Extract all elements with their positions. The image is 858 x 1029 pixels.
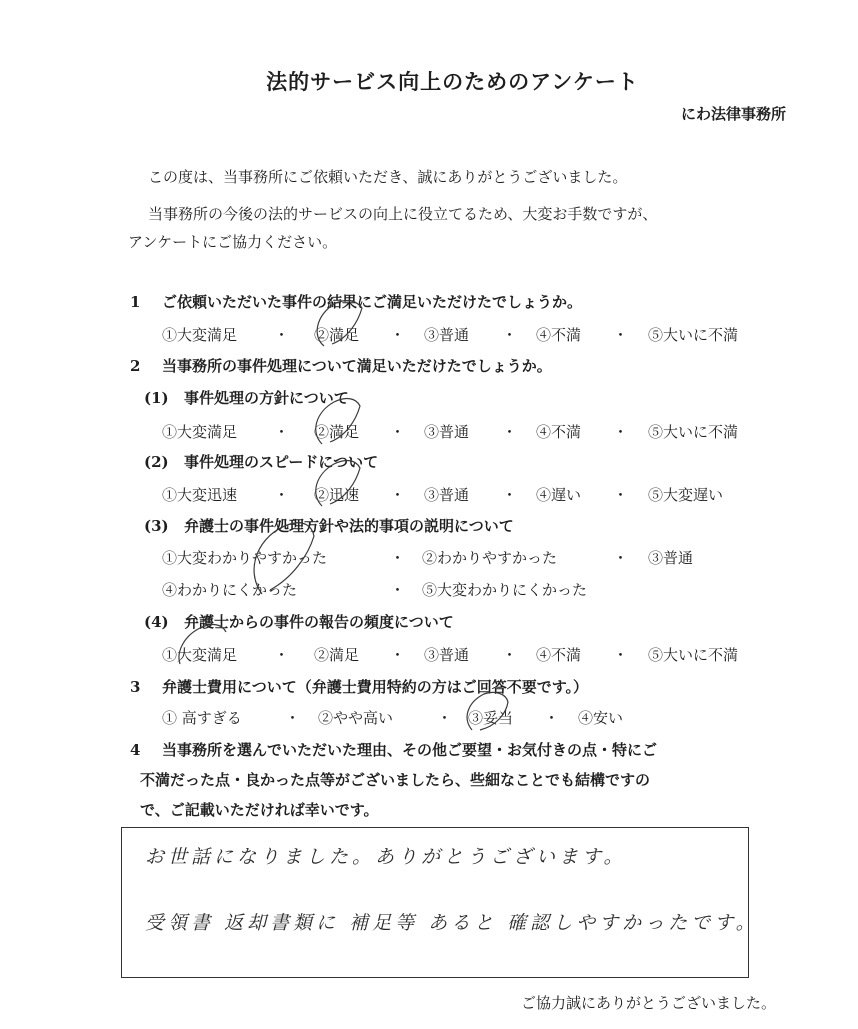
question-2-4 bbox=[144, 611, 454, 632]
question-1-number: 1 bbox=[130, 293, 141, 311]
question-3-options: ① 高すぎる ・ ②やや高い ・ ③妥当 ・ ④安い bbox=[162, 709, 624, 727]
question-1 bbox=[130, 291, 582, 312]
q2-1-label: (1) bbox=[144, 389, 169, 407]
q2-1-option-3[interactable]: ③普通 bbox=[424, 423, 470, 441]
q2-1-option-1[interactable]: ①大変満足 bbox=[162, 423, 238, 441]
q2-3-option-4[interactable]: ④わかりにくかった bbox=[162, 581, 298, 599]
q2-4-option-1[interactable]: ①大変満足 bbox=[162, 646, 238, 664]
q3-option-2[interactable]: ②やや高い bbox=[318, 709, 394, 727]
question-2 bbox=[130, 355, 552, 376]
q2-2-option-3[interactable]: ③普通 bbox=[424, 486, 470, 504]
q2-2-label: (2) bbox=[144, 453, 169, 471]
question-2-text: 当事務所の事件処理について満足いただけたでしょうか。 bbox=[162, 357, 552, 375]
q2-3-options-row-1: ①大変わかりやすかった ・ ②わかりやすかった ・ ③普通 bbox=[162, 549, 694, 567]
q2-1-option-2[interactable]: ②満足 bbox=[314, 423, 360, 441]
question-4-line-1: 当事務所を選んでいただいた理由、その他ご要望・お気付きの点・特にご bbox=[162, 741, 658, 759]
q2-4-options: ①大変満足 ・ ②満足 ・ ③普通 ・ ④不満 ・ ⑤大いに不満 bbox=[162, 646, 739, 664]
intro-line-3: アンケートにご協力ください。 bbox=[128, 233, 338, 251]
q3-option-3[interactable]: ③妥当 bbox=[468, 709, 514, 727]
q2-4-label: (4) bbox=[144, 613, 169, 631]
q1-option-3[interactable]: ③普通 bbox=[424, 326, 470, 344]
intro-line-1: この度は、当事務所にご依頼いただき、誠にありがとうございました。 bbox=[148, 168, 628, 186]
q2-1-option-5[interactable]: ⑤大いに不満 bbox=[648, 423, 739, 441]
q2-2-text: 事件処理のスピードについて bbox=[184, 453, 379, 471]
question-1-text: ご依頼いただいた事件の結果にご満足いただけたでしょうか。 bbox=[162, 293, 583, 311]
closing-thanks: ご協力誠にありがとうございました。 bbox=[520, 994, 776, 1012]
question-3 bbox=[130, 676, 588, 697]
q2-2-option-4[interactable]: ④遅い bbox=[536, 486, 582, 504]
q1-option-4[interactable]: ④不満 bbox=[536, 326, 582, 344]
q2-2-option-2[interactable]: ②迅速 bbox=[314, 486, 360, 504]
comment-line-2: 受領書 返却書類に 補足等 あると 確認しやすかったです。 bbox=[145, 912, 759, 934]
q2-4-option-4[interactable]: ④不満 bbox=[536, 646, 582, 664]
question-2-3 bbox=[144, 515, 514, 536]
q2-3-options-row-2: ④わかりにくかった ・ ⑤大変わかりにくかった bbox=[162, 581, 588, 599]
q1-option-1[interactable]: ①大変満足 bbox=[162, 326, 238, 344]
q2-3-option-2[interactable]: ②わかりやすかった bbox=[422, 549, 558, 567]
survey-title: 法的サービス向上のためのアンケート bbox=[266, 69, 639, 94]
q2-4-option-2[interactable]: ②満足 bbox=[314, 646, 360, 664]
question-1-options: ①大変満足 ・ ②満足 ・ ③普通 ・ ④不満 ・ ⑤大いに不満 bbox=[162, 326, 739, 344]
q2-4-text: 弁護士からの事件の報告の頻度について bbox=[184, 613, 454, 631]
intro-line-2: 当事務所の今後の法的サービスの向上に役立てるため、大変お手数ですが、 bbox=[148, 205, 658, 223]
q2-2-option-1[interactable]: ①大変迅速 bbox=[162, 486, 238, 504]
q2-3-text: 弁護士の事件処理方針や法的事項の説明について bbox=[184, 517, 514, 535]
q2-3-label: (3) bbox=[144, 517, 169, 535]
comment-line-1: お世話になりました。ありがとうございます。 bbox=[145, 846, 627, 868]
question-4-line-3: で、ご記載いただければ幸いです。 bbox=[140, 801, 379, 819]
question-4-number: 4 bbox=[130, 741, 141, 759]
q2-2-options: ①大変迅速 ・ ②迅速 ・ ③普通 ・ ④遅い ・ ⑤大変遅い bbox=[162, 486, 724, 504]
question-3-text: 弁護士費用について（弁護士費用特約の方はご回答不要です。） bbox=[162, 678, 589, 696]
question-3-number: 3 bbox=[130, 678, 141, 696]
q2-1-text: 事件処理の方針について bbox=[184, 389, 349, 407]
question-2-2 bbox=[144, 451, 378, 472]
q2-4-option-3[interactable]: ③普通 bbox=[424, 646, 470, 664]
q2-2-option-5[interactable]: ⑤大変遅い bbox=[648, 486, 724, 504]
q2-3-option-5[interactable]: ⑤大変わかりにくかった bbox=[422, 581, 588, 599]
firm-name: にわ法律事務所 bbox=[680, 105, 786, 123]
q2-1-option-4[interactable]: ④不満 bbox=[536, 423, 582, 441]
q3-option-1[interactable]: ① 高すぎる bbox=[162, 709, 242, 727]
q2-3-option-1[interactable]: ①大変わかりやすかった bbox=[162, 549, 328, 567]
q2-3-option-3[interactable]: ③普通 bbox=[648, 549, 694, 567]
q1-option-5[interactable]: ⑤大いに不満 bbox=[648, 326, 739, 344]
q1-option-2[interactable]: ②満足 bbox=[314, 326, 360, 344]
question-4-line-2: 不満だった点・良かった点等がございましたら、些細なことでも結構ですの bbox=[140, 771, 651, 789]
question-2-1 bbox=[144, 387, 349, 408]
q3-option-4[interactable]: ④安い bbox=[578, 709, 624, 727]
q2-4-option-5[interactable]: ⑤大いに不満 bbox=[648, 646, 739, 664]
question-4 bbox=[130, 739, 657, 760]
question-2-number: 2 bbox=[130, 357, 141, 375]
q2-1-options: ①大変満足 ・ ②満足 ・ ③普通 ・ ④不満 ・ ⑤大いに不満 bbox=[162, 423, 739, 441]
